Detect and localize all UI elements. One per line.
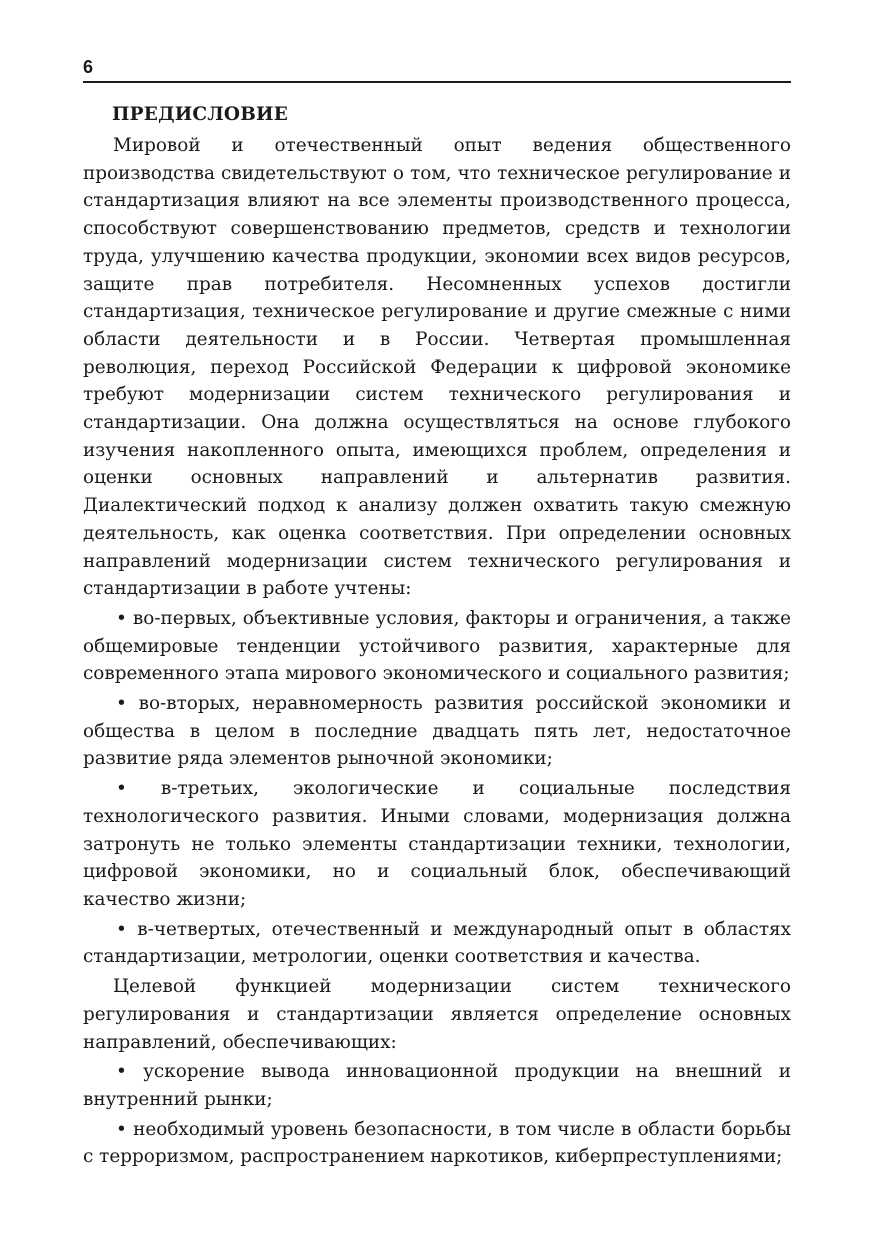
bullet-security: • необходимый уровень безопасности, в том числе в области борьбы с терроризмом, распространением наркотиков, киберпреступлениями; [83,1118,791,1168]
bullet-third: • в-третьих, экологические и социальные последствия технологического развития. Иными словами, модернизация должна затронуть не только элементы стандартизации техники, технологии, цифровой экономики, но и социальный блок, обеспечивающий качество жизни; [83,778,791,910]
page-number: 6 [83,57,94,77]
paragraph-intro: Мировой и отечественный опыт ведения общественного производства свидетельствуют о том, что техническое регулирование и стандартизация влияют на все элементы производственного процесса, способствуют совершенствованию предметов, средств и технологии труда, улучшению качества продукции, экономии всех видов ресурсов, защите прав потребителя. Несомненных успехов достигли стандартизация, техническое регулирование и другие смежные с ними области деятельности и в России. Четвертая промышленная революция, переход Российской Федерации к цифровой экономике требуют модернизации систем технического регулирования и стандартизации. Она должна осуществляться на основе глубокого изучения накопленного опыта, имеющихся проблем, определения и оценки основных направлений и альтернатив развития. Диалектический подход к анализу должен охватить такую смежную деятельность, как оценка соответствия. При определении основных направлений модернизации систем технического регулирования и стандартизации в работе учтены: [83,135,791,600]
bullet-fourth: • в-четвертых, отечественный и международный опыт в областях стандартизации, метрологии, оценки соответствия и качества. [83,918,791,968]
bullet-acceleration: • ускорение вывода инновационной продукции на внешний и внутренний рынки; [83,1061,791,1110]
page-body [83,101,791,1171]
header-divider [83,81,791,83]
section-title: ПРЕДИСЛОВИЕ [112,104,289,125]
bullet-first: • во-первых, объективные условия, факторы и ограничения, а также общемировые тенденции устойчивого развития, характерные для современного этапа мирового экономического и социального развития; [83,607,791,685]
bullet-second: • во-вторых, неравномерность развития российской экономики и общества в целом в последние двадцать пять лет, недостаточное развитие ряда элементов рыночной экономики; [83,693,791,770]
paragraph-target-function: Целевой функцией модернизации систем технического регулирования и стандартизации является определение основных направлений, обеспечивающих: [83,976,791,1053]
